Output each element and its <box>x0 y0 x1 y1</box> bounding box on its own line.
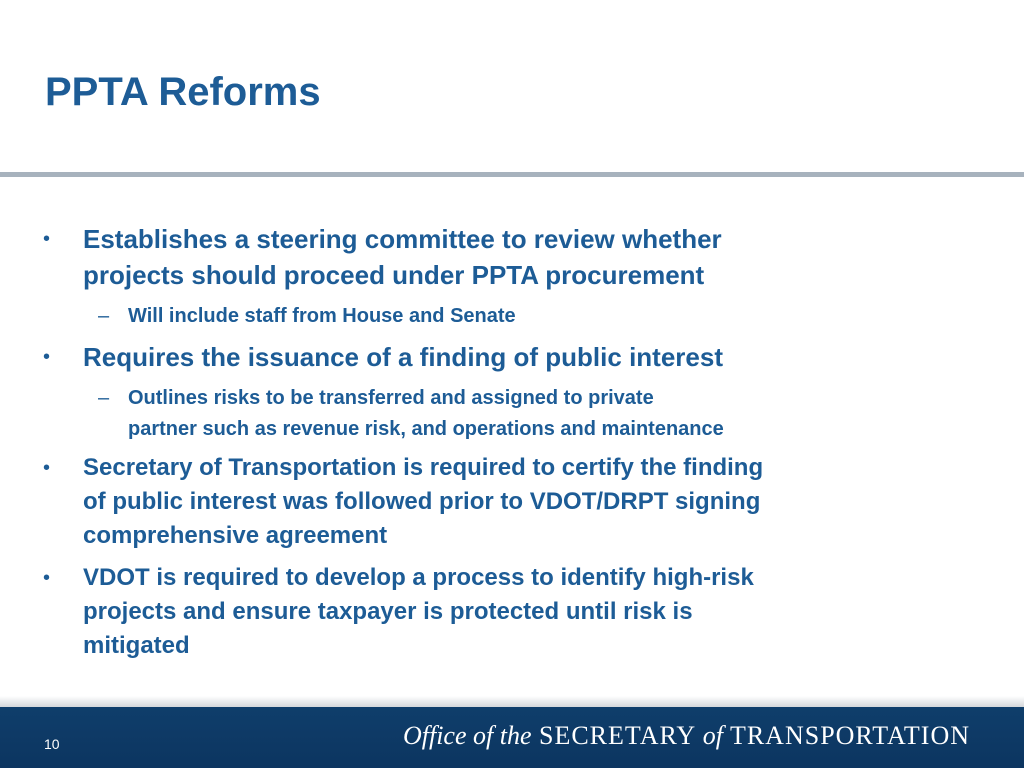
bullet-3-line-2: of public interest was followed prior to VDOT/DRPT signing <box>83 488 761 515</box>
bullet-4-line-1: VDOT is required to develop a process to identify high-risk <box>83 564 754 591</box>
bullet-1-line-2: projects should proceed under PPTA procurement <box>83 260 705 290</box>
bullet-marker: • <box>43 346 51 368</box>
sub-bullet-marker: – <box>98 387 110 409</box>
transportation-word: TRANSPORTATION <box>729 721 970 750</box>
sub-bullet-marker: – <box>98 305 110 327</box>
bullet-2-sub-1-line-1: Outlines risks to be transferred and assigned to private <box>128 387 654 409</box>
office-prefix: Office of the <box>402 721 532 750</box>
bullet-marker: • <box>43 567 51 589</box>
page-number: 10 <box>44 736 60 752</box>
bullet-2-line-1: Requires the issuance of a finding of public interest <box>83 342 723 372</box>
bullet-2-sub-1-line-2: partner such as revenue risk, and operations and maintenance <box>128 418 724 440</box>
slide-title: PPTA Reforms <box>45 70 321 114</box>
of-word: of <box>702 721 723 750</box>
bullet-marker: • <box>43 228 51 250</box>
bullet-marker: • <box>43 457 51 479</box>
bullet-1-sub-1: Will include staff from House and Senate <box>128 305 516 327</box>
bullet-4-line-2: projects and ensure taxpayer is protected until risk is <box>83 598 693 625</box>
office-logo-text <box>403 719 970 753</box>
bullet-4-line-3: mitigated <box>83 632 190 659</box>
bullet-1-line-1: Establishes a steering committee to review whether <box>83 224 722 254</box>
secretary-word: SECRETARY <box>538 721 696 750</box>
footer-bar <box>0 707 1024 768</box>
bullet-3-line-1: Secretary of Transportation is required to certify the finding <box>83 454 764 481</box>
bullet-3-line-3: comprehensive agreement <box>83 522 388 549</box>
